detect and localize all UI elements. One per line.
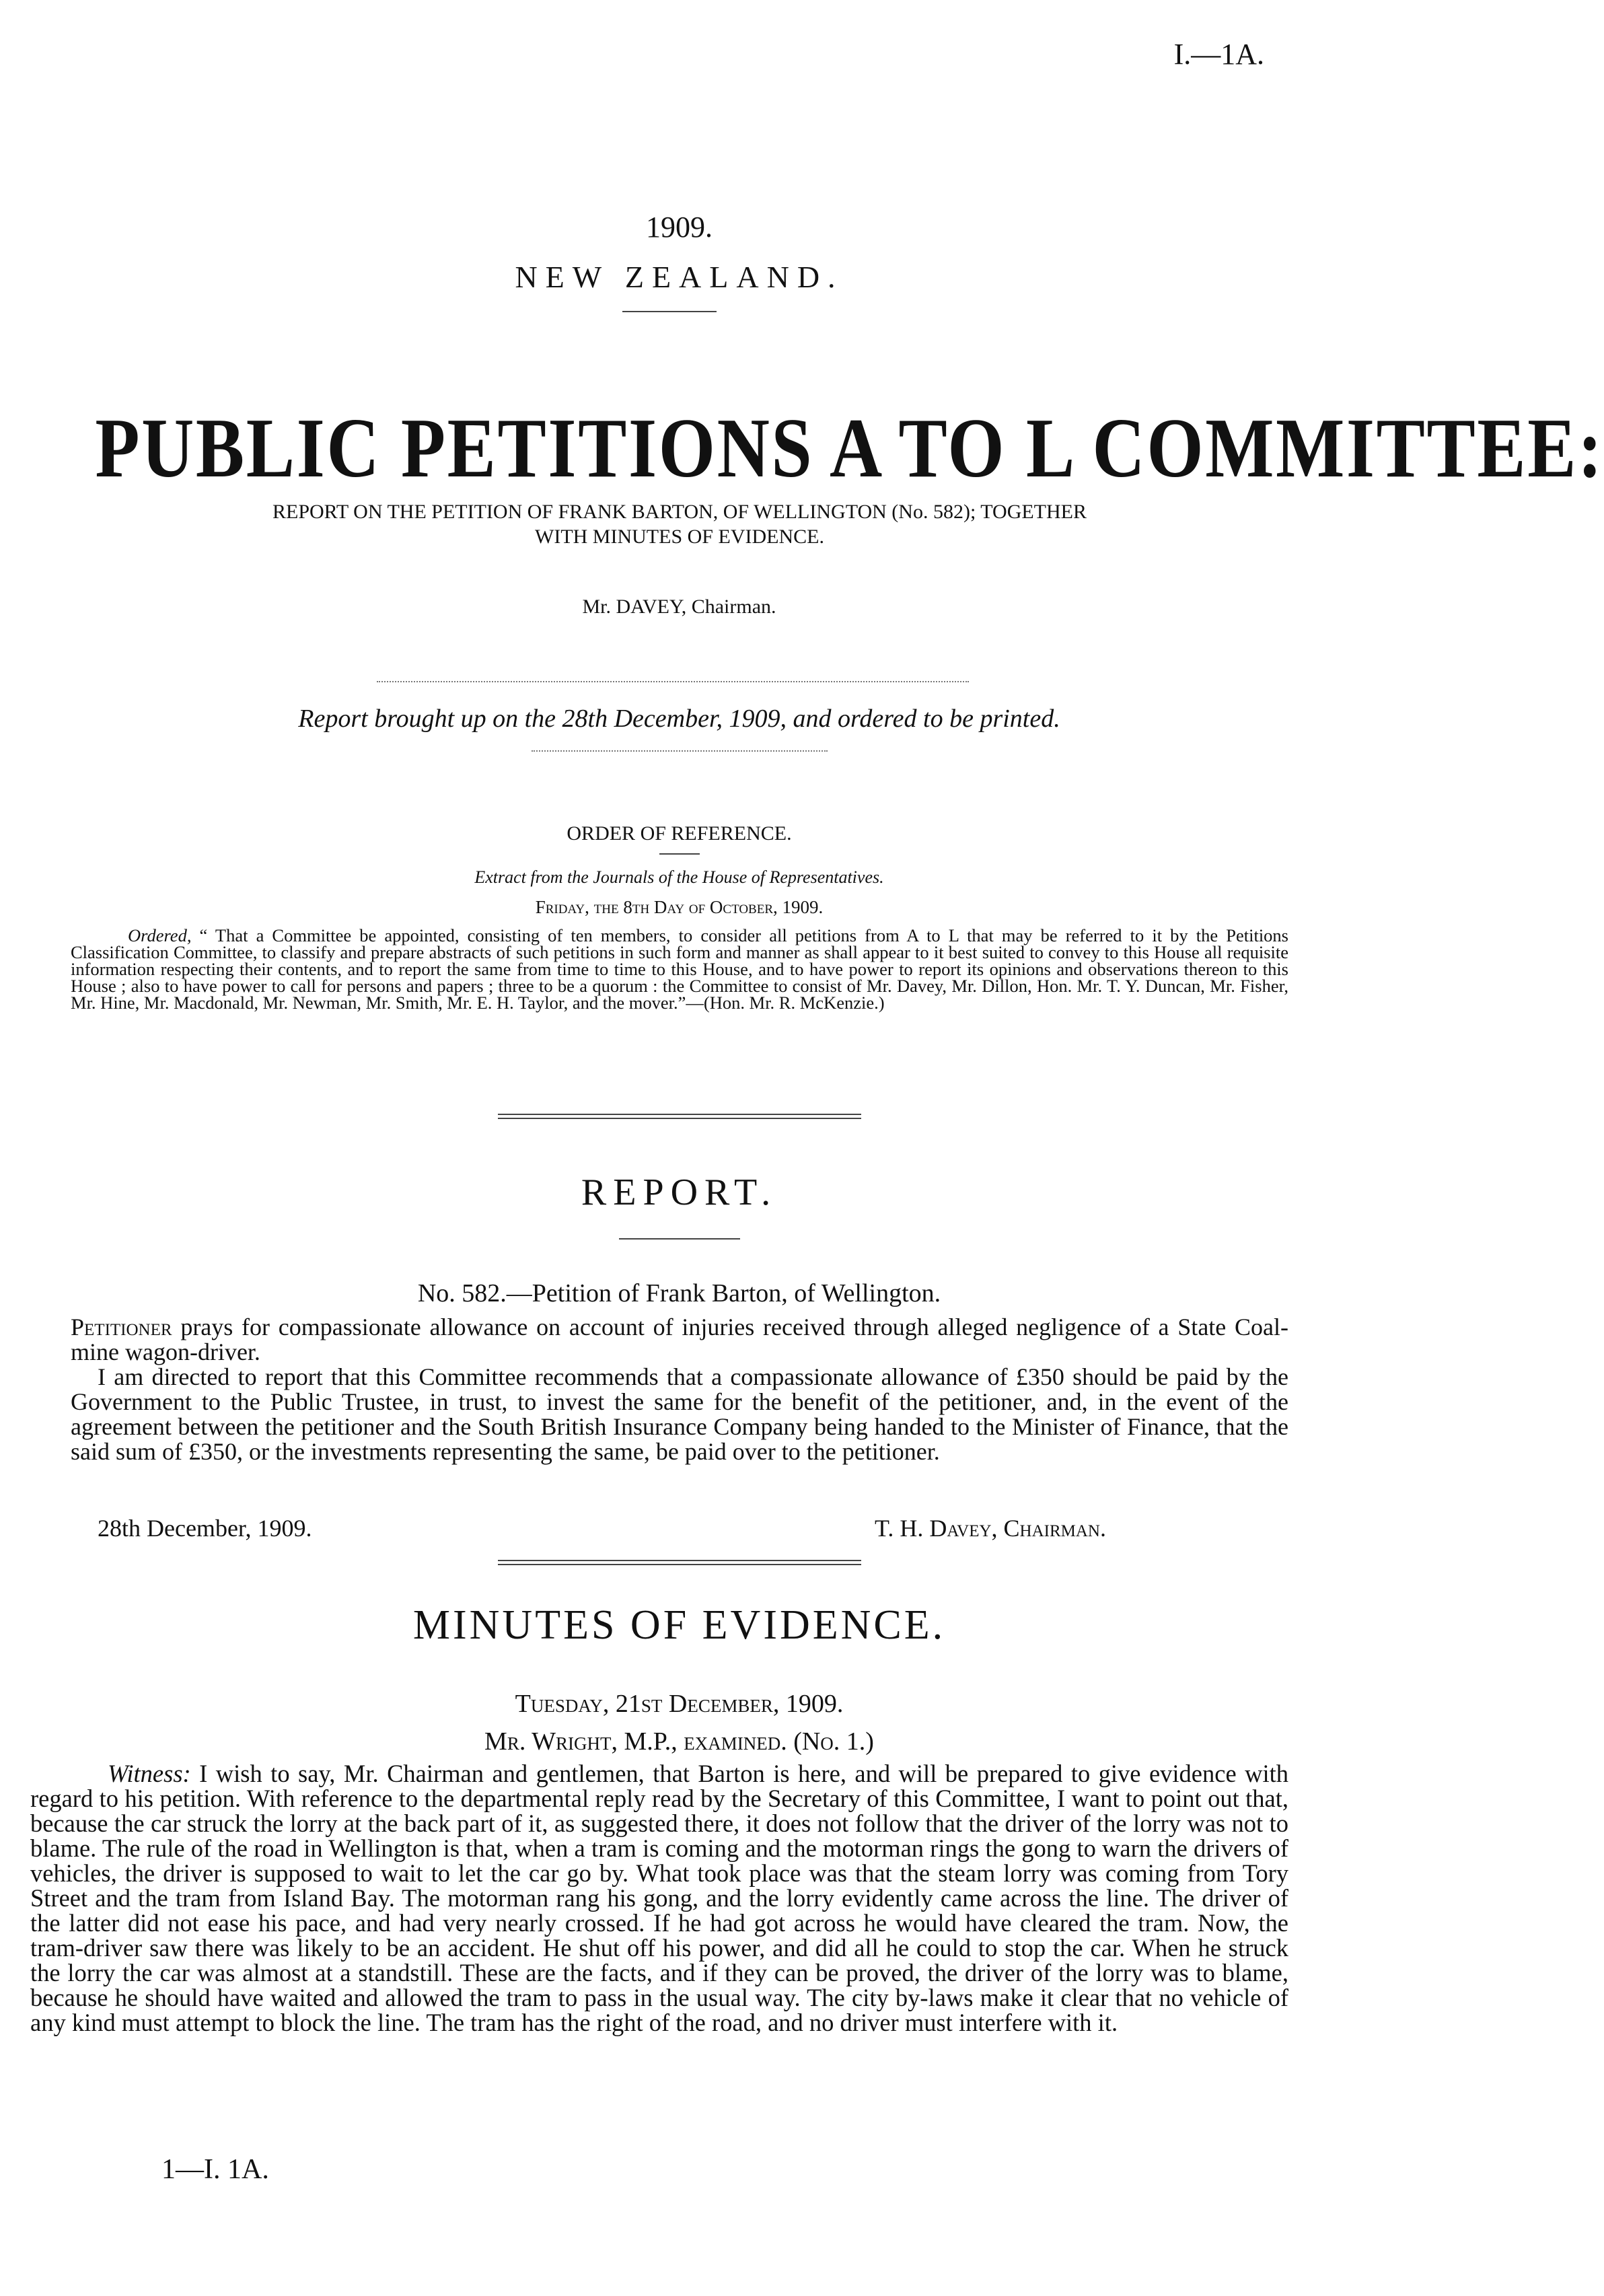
petition-heading: No. 582.—Petition of Frank Barton, of Wellington. bbox=[417, 1279, 941, 1307]
main-title: PUBLIC PETITIONS A TO L COMMITTEE: bbox=[95, 402, 1604, 495]
witness-line: Mr. Wright, M.P., examined. (No. 1.) bbox=[484, 1727, 874, 1756]
order-body: “ That a Committee be appointed, consisting of ten members, to consider all petitions from A to L that may be referred to it by the Petitions Classification Committee, to classify and prepare abstracts of such petitions in such form and manner as shall appear to it best suited to convey to this House all requisite information respecting their contents, and to report the same from time to time to this House, and to have power to report its opinions and observations thereon to this House ; also to have power to call for persons and papers ; three to be a quorum : the Committee to consist of Mr. Davey, Mr. Dillon, Hon. Mr. T. Y. Duncan, Mr. Fisher, Mr. Hine, Mr. Macdonald, Mr. Newman, Mr. Smith, Mr. E. H. Taylor, and the mover.”—(Hon. Mr. R. McKenzie.) bbox=[71, 925, 1288, 1013]
report-signature: T. H. Davey, Chairman. bbox=[875, 1515, 1106, 1542]
report-brought-line: Report brought up on the 28th December, 1909, and ordered to be printed. bbox=[298, 705, 1060, 733]
country-heading: NEW ZEALAND. bbox=[515, 260, 844, 294]
double-rule-mid-2 bbox=[498, 1564, 861, 1565]
divider-report bbox=[619, 1238, 740, 1240]
subtitle-line-1: REPORT ON THE PETITION OF FRANK BARTON, OF WELLINGTON (No. 582); TOGETHER bbox=[272, 501, 1087, 523]
order-date: Friday, the 8th Day of October, 1909. bbox=[535, 897, 824, 917]
page-number: 1—I. 1A. bbox=[161, 2154, 269, 2185]
subtitle bbox=[141, 499, 1218, 549]
chairman-line: Mr. DAVEY, Chairman. bbox=[582, 596, 776, 618]
extract-line: Extract from the Journals of the House of Representatives. bbox=[474, 867, 884, 887]
subtitle-line-2: WITH MINUTES OF EVIDENCE. bbox=[535, 526, 824, 548]
order-of-reference-text bbox=[71, 927, 1288, 1011]
evidence-text bbox=[30, 1761, 1288, 2035]
order-of-reference-heading: ORDER OF REFERENCE. bbox=[567, 822, 792, 845]
petitioner-word: Petitioner bbox=[71, 1314, 172, 1340]
witness-statement: I wish to say, Mr. Chairman and gentlemen, that Barton is here, and will be prepared to give evidence with regard to his petition. With reference to the departmental reply read by the Secretary of this Committee, I want to point out that, because the car struck the lorry at the back part of it, as suggested there, it does not follow that the driver of the lorry was not to blame. The rule of the road in Wellington is that, when a tram is coming and the motorman rings the gong to warn the drivers of vehicles, the driver is supposed to wait to let the car go by. What took place was that the steam lorry was coming from Tory Street and the tram from Island Bay. The motorman rang his gong, and the lorry evidently came across the line. The driver of the latter did not ease his pace, and had very nearly crossed. If he had got across he would have cleared the tram. Now, the tram-driver saw there was likely to be an accident. He shut off his power, and did all he could to stop the car. When he struck the lorry the car was almost at a standstill. These are the facts, and if they can be proved, the driver of the lorry was to blame, because he should have waited and allowed the tram to pass in the usual way. The city by-laws make it clear that no vehicle of any kind must attempt to block the line. The tram has the right of the road, and no driver must interfere with it. bbox=[30, 1760, 1289, 2036]
minutes-heading: MINUTES OF EVIDENCE. bbox=[412, 1602, 946, 1648]
divider-dotted-top bbox=[377, 681, 969, 682]
report-date: 28th December, 1909. bbox=[98, 1515, 312, 1542]
divider-order bbox=[659, 853, 700, 855]
report-body bbox=[71, 1315, 1288, 1464]
double-rule-mid-1 bbox=[498, 1560, 861, 1561]
year-heading: 1909. bbox=[646, 211, 713, 244]
witness-label: Witness: bbox=[108, 1760, 191, 1787]
document-reference: I.—1A. bbox=[1173, 38, 1264, 71]
report-heading: REPORT. bbox=[581, 1172, 778, 1213]
ordered-label: Ordered, bbox=[128, 925, 192, 945]
report-recommendation: I am directed to report that this Committee recommends that a compassionate allowance of £350 should be paid by the Government to the Public Trustee, in trust, to invest the same for the benefit of the petitioner, and, in the event of the agreement between the petitioner and the South British Insurance Company being handed to the Minister of Finance, that the said sum of £350, or the investments representing the same, be paid over to the petitioner. bbox=[71, 1363, 1288, 1465]
double-rule-top-1 bbox=[498, 1114, 861, 1115]
minutes-date: Tuesday, 21st December, 1909. bbox=[515, 1690, 844, 1718]
double-rule-top-2 bbox=[498, 1118, 861, 1119]
divider-short bbox=[622, 311, 717, 312]
divider-dotted-bottom bbox=[532, 750, 828, 752]
petition-prayer: prays for compassionate allowance on account of injuries received through alleged negligence of a State Coal-mine wagon-driver. bbox=[71, 1314, 1289, 1365]
